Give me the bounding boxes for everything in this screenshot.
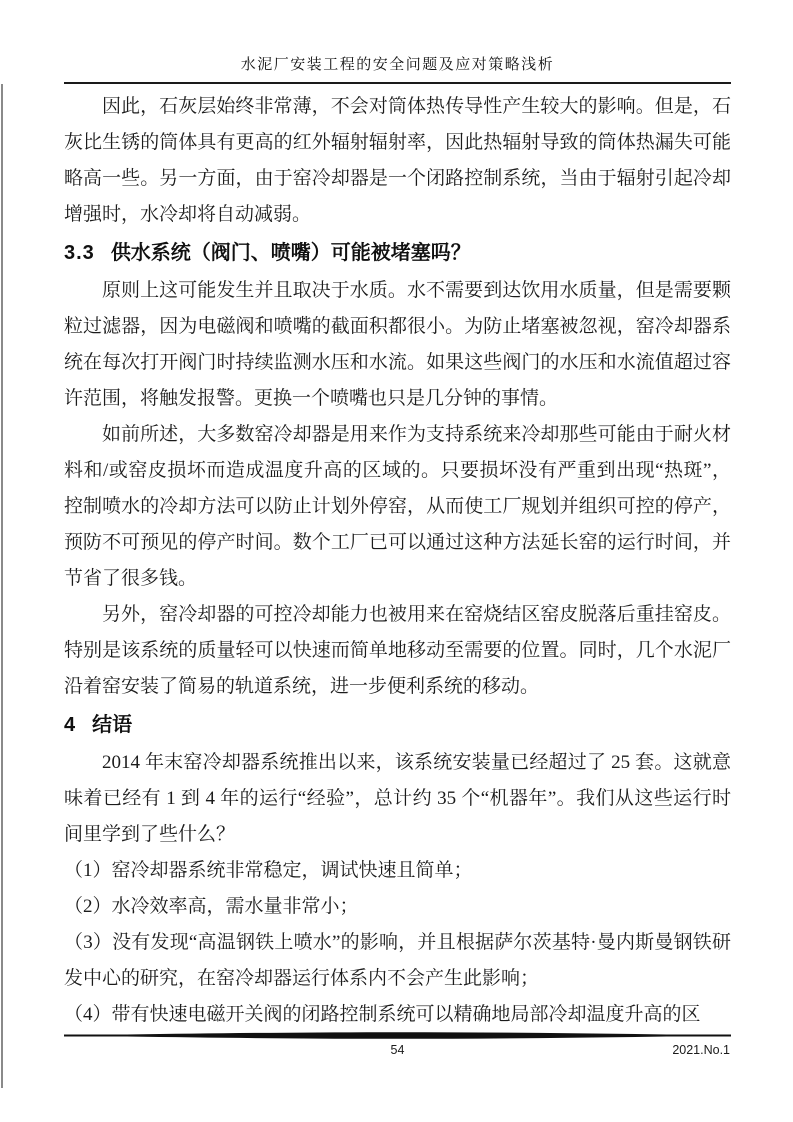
page-footer	[64, 1031, 731, 1059]
list-item: （4）带有快速电磁开关阀的闭路控制系统可以精确地局部冷却温度升高的区	[64, 1004, 701, 1025]
page-header	[64, 0, 731, 84]
paragraph-conclusion-intro: 2014 年末窑冷却器系统推出以来，该系统安装量已经超过了 25 套。这就意味着已经有 1 到 4 年的运行“经验”，总计约 35 个“机器年”。我们从这些运行时间里学到了些什么？	[64, 752, 731, 845]
article-body	[64, 89, 731, 1033]
header-rule	[64, 82, 731, 84]
running-title: 水泥厂安装工程的安全问题及应对策略浅析	[240, 57, 555, 73]
paragraph-support-system: 如前所述，大多数窑冷却器是用来作为支持系统来冷却那些可能由于耐火材料和/或窑皮损坏而造成温度升高的区域的。只要损坏没有严重到出现“热斑”，控制喷水的冷却方法可以防止计划外停窑，从而使工厂规划并组织可控的停产，预防不可预见的停产时间。数个工厂已可以通过这种方法延长窑的运行时间，并节省了很多钱。	[64, 424, 731, 589]
section-heading-4	[64, 705, 731, 745]
list-item: （1）窑冷却器系统非常稳定，调试快速且简单；	[64, 860, 473, 881]
paragraph-shell-heat: 因此，石灰层始终非常薄，不会对筒体热传导性产生较大的影响。但是，石灰比生锈的筒体具有更高的红外辐射辐射率，因此热辐射导致的筒体热漏失可能略高一些。另一方面，由于窑冷却器是一个闭路控制系统，当由于辐射引起冷却增强时，水冷却将自动减弱。	[64, 96, 731, 225]
footer-rule	[64, 1031, 731, 1040]
section-title: 供水系统（阀门、喷嘴）可能被堵塞吗？	[110, 242, 471, 264]
conclusion-list	[64, 853, 731, 1033]
section-number: 3.3	[64, 242, 95, 264]
paragraph-water-quality: 原则上这可能发生并且取决于水质。水不需要到达饮用水质量，但是需要颗粒过滤器，因为电磁阀和喷嘴的截面积都很小。为防止堵塞被忽视，窑冷却器系统在每次打开阀门时持续监测水压和水流。如果这些阀门的水压和水流值超过容许范围，将触发报警。更换一个喷嘴也只是几分钟的事情。	[64, 280, 731, 409]
paragraph-recoating: 另外，窑冷却器的可控冷却能力也被用来在窑烧结区窑皮脱落后重挂窑皮。特别是该系统的质量轻可以快速而简单地移动至需要的位置。同时，几个水泥厂沿着窑安装了简易的轨道系统，进一步便利系统的移动。	[64, 604, 731, 697]
list-item: （2）水冷效率高，需水量非常小；	[64, 896, 359, 917]
page-number: 54	[390, 1043, 405, 1057]
scan-edge-artifact	[1, 84, 3, 1088]
section-title: 结语	[92, 714, 133, 736]
section-number: 4	[64, 714, 77, 736]
issue-number: 2021.No.1	[672, 1043, 730, 1057]
list-item: （3）没有发现“高温钢铁上喷水”的影响，并且根据萨尔茨基特·曼内斯曼钢铁研发中心的研究，在窑冷却器运行体系内不会产生此影响；	[64, 932, 731, 989]
footer-row	[64, 1041, 731, 1059]
section-heading-3-3	[64, 233, 731, 273]
